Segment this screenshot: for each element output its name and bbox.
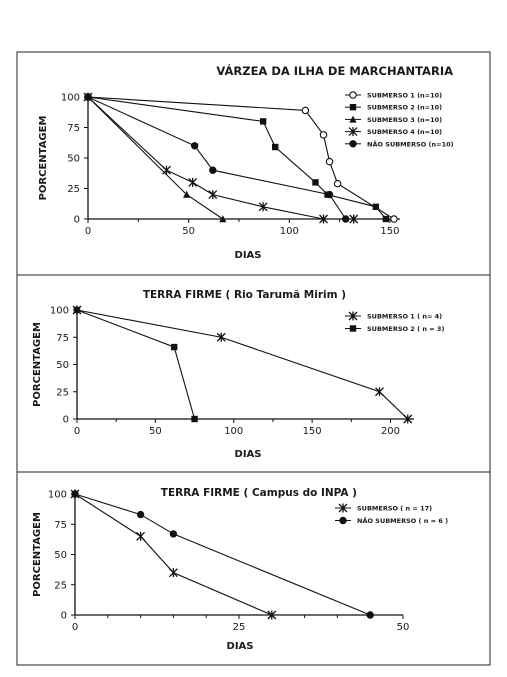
legend-marker bbox=[350, 325, 356, 331]
chart-title: TERRA FIRME ( Campus do INPA ) bbox=[160, 487, 357, 499]
chart-title: TERRA FIRME ( Rio Tarumã Mirim ) bbox=[142, 289, 346, 301]
data-point bbox=[342, 216, 348, 222]
y-tick-label: 100 bbox=[60, 92, 80, 104]
y-axis-label: PORCENTAGEM bbox=[38, 115, 49, 201]
series-line bbox=[77, 310, 408, 419]
data-point bbox=[302, 107, 308, 113]
x-axis-label: DIAS bbox=[226, 641, 254, 652]
legend-label: SUBMERSO ( n = 17) bbox=[357, 504, 433, 513]
chart-panel-varzea bbox=[38, 63, 454, 261]
legend-label: SUBMERSO 3 (n=10) bbox=[367, 115, 443, 124]
y-tick-label: 0 bbox=[60, 610, 67, 622]
y-axis-label: PORCENTAGEM bbox=[32, 512, 43, 597]
legend-label: SUBMERSO 1 (n=10) bbox=[367, 91, 443, 100]
x-tick-label: 100 bbox=[224, 426, 244, 437]
x-tick-label: 0 bbox=[71, 622, 79, 633]
data-point bbox=[391, 216, 397, 222]
legend-label: NÃO SUBMERSO (n=10) bbox=[367, 140, 454, 149]
data-point bbox=[210, 167, 216, 173]
legend-marker bbox=[350, 104, 356, 110]
data-point bbox=[169, 568, 177, 577]
x-tick-label: 100 bbox=[279, 226, 299, 237]
y-tick-label: 100 bbox=[47, 489, 67, 501]
y-tick-label: 0 bbox=[73, 214, 80, 226]
legend-marker bbox=[350, 141, 356, 147]
legend-marker bbox=[340, 517, 346, 523]
legend-label: SUBMERSO 2 ( n = 3) bbox=[367, 325, 445, 333]
legend-label: SUBMERSO 1 ( n= 4) bbox=[367, 312, 443, 321]
x-tick-label: 0 bbox=[84, 226, 92, 237]
data-point bbox=[373, 204, 379, 210]
x-axis-label: DIAS bbox=[234, 250, 262, 261]
data-point bbox=[326, 191, 332, 197]
data-point bbox=[312, 179, 318, 185]
data-point bbox=[171, 344, 177, 350]
data-point bbox=[326, 158, 332, 164]
y-tick-label: 50 bbox=[54, 550, 67, 561]
y-tick-label: 75 bbox=[54, 519, 67, 531]
data-point bbox=[209, 190, 217, 199]
y-tick-label: 25 bbox=[56, 387, 69, 399]
data-point bbox=[170, 531, 176, 537]
y-tick-label: 100 bbox=[49, 305, 69, 317]
data-point bbox=[191, 143, 197, 149]
chart-panel-inpa bbox=[32, 487, 448, 652]
x-tick-label: 150 bbox=[302, 426, 322, 437]
data-point bbox=[137, 511, 143, 517]
x-tick-label: 50 bbox=[396, 622, 410, 633]
series-line bbox=[88, 97, 394, 219]
data-point bbox=[334, 180, 340, 186]
legend-label: SUBMERSO 4 (n=10) bbox=[367, 128, 443, 137]
data-point bbox=[85, 94, 91, 100]
legend-label: NÃO SUBMERSO ( n = 6 ) bbox=[357, 517, 449, 525]
data-point bbox=[137, 532, 145, 541]
data-point bbox=[163, 166, 171, 175]
y-tick-label: 50 bbox=[56, 360, 69, 371]
x-tick-label: 50 bbox=[149, 426, 162, 437]
legend-marker bbox=[350, 92, 356, 98]
y-tick-label: 0 bbox=[62, 414, 69, 426]
series-line bbox=[75, 494, 272, 615]
x-tick-label: 25 bbox=[232, 622, 246, 633]
data-point bbox=[383, 216, 389, 222]
y-tick-label: 50 bbox=[67, 153, 80, 165]
x-axis-label: DIAS bbox=[234, 449, 262, 460]
y-tick-label: 25 bbox=[54, 580, 67, 592]
x-tick-label: 50 bbox=[182, 226, 196, 237]
x-tick-label: 200 bbox=[380, 426, 401, 437]
y-tick-label: 75 bbox=[67, 123, 80, 134]
data-point bbox=[189, 178, 197, 187]
data-point bbox=[320, 132, 326, 138]
data-point bbox=[272, 144, 278, 150]
chart-title: VÁRZEA DA ILHA DE MARCHANTARIA bbox=[216, 64, 453, 78]
x-tick-label: 0 bbox=[73, 426, 81, 437]
data-point bbox=[260, 118, 266, 124]
y-axis-label: PORCENTAGEM bbox=[32, 322, 43, 407]
x-tick-label: 150 bbox=[380, 226, 400, 237]
legend-label: SUBMERSO 2 (n=10) bbox=[367, 103, 443, 112]
data-point bbox=[376, 387, 384, 396]
data-point bbox=[367, 612, 373, 618]
series-line bbox=[75, 494, 370, 615]
y-tick-label: 75 bbox=[56, 332, 69, 344]
data-point bbox=[259, 202, 267, 211]
series-line bbox=[77, 310, 195, 419]
data-point bbox=[191, 416, 197, 422]
data-point bbox=[74, 307, 80, 313]
y-tick-label: 25 bbox=[67, 184, 80, 195]
chart-panel-taruma bbox=[32, 289, 444, 460]
data-point bbox=[72, 491, 78, 497]
